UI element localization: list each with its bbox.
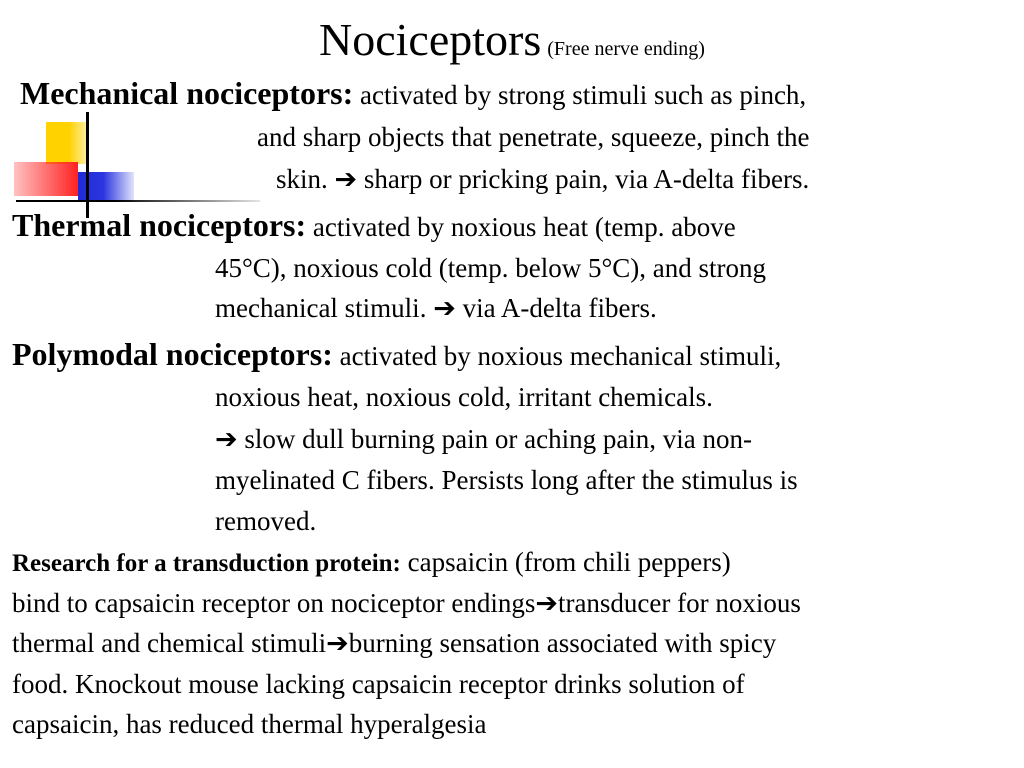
polymodal-line-5: removed. xyxy=(215,506,317,536)
polymodal-line-1 xyxy=(12,333,781,377)
mechanical-line-3 xyxy=(276,158,809,200)
arrow-icon: ➔ xyxy=(535,588,558,618)
mechanical-text-1: activated by strong stimuli such as pinch, xyxy=(353,80,807,110)
research-line-2 xyxy=(12,582,801,624)
arrow-icon: ➔ xyxy=(215,424,238,454)
research-text-2a: bind to capsaicin receptor on nociceptor endings xyxy=(12,588,536,618)
arrow-icon: ➔ xyxy=(326,628,349,658)
arrow-icon: ➔ xyxy=(433,293,456,323)
decor-yellow-square xyxy=(46,122,88,164)
polymodal-line-2: noxious heat, noxious cold, irritant chemicals. xyxy=(215,382,713,412)
research-text-3b: burning sensation associated with spicy xyxy=(348,628,777,658)
title-subtitle: (Free nerve ending) xyxy=(547,38,705,60)
research-text-1: capsaicin (from chili peppers) xyxy=(400,547,731,577)
decor-red-square xyxy=(14,162,78,196)
thermal-text-3b: via A-delta fibers. xyxy=(455,293,657,323)
title-main: Nociceptors xyxy=(319,14,542,65)
mechanical-line-1 xyxy=(20,72,806,116)
decor-vertical-line xyxy=(86,112,89,218)
thermal-line-2: 45°C), noxious cold (temp. below 5°C), and strong xyxy=(215,253,767,283)
research-line-1 xyxy=(12,541,731,585)
arrow-icon: ➔ xyxy=(334,164,358,194)
research-text-3a: thermal and chemical stimuli xyxy=(12,628,327,658)
thermal-text-3a: mechanical stimuli. xyxy=(215,293,434,323)
polymodal-line-3 xyxy=(215,418,752,460)
research-term: Research for a transduction protein: xyxy=(12,550,401,577)
thermal-text-1: activated by noxious heat (temp. above xyxy=(306,212,736,242)
thermal-term: Thermal nociceptors: xyxy=(12,207,307,243)
thermal-line-1 xyxy=(12,204,736,248)
thermal-line-3 xyxy=(215,287,657,329)
polymodal-line-4: myelinated C fibers. Persists long after the stimulus is xyxy=(215,465,798,495)
research-text-2b: transducer for noxious xyxy=(557,588,801,618)
research-line-4: food. Knockout mouse lacking capsaicin receptor drinks solution of xyxy=(12,669,745,699)
polymodal-text-3: slow dull burning pain or aching pain, via non- xyxy=(237,424,753,454)
polymodal-term: Polymodal nociceptors: xyxy=(12,336,333,372)
research-line-5: capsaicin, has reduced thermal hyperalgesia xyxy=(12,709,487,739)
mechanical-line-2: and sharp objects that penetrate, squeeze, pinch the xyxy=(257,122,810,152)
decor-horizontal-line xyxy=(16,200,260,202)
mechanical-text-3a: skin. xyxy=(276,164,335,194)
research-line-3 xyxy=(12,622,776,664)
slide-title xyxy=(0,12,1024,79)
mechanical-text-3b: sharp or pricking pain, via A-delta fibers. xyxy=(357,164,810,194)
polymodal-text-1: activated by noxious mechanical stimuli, xyxy=(332,341,782,371)
mechanical-term: Mechanical nociceptors: xyxy=(20,75,354,111)
